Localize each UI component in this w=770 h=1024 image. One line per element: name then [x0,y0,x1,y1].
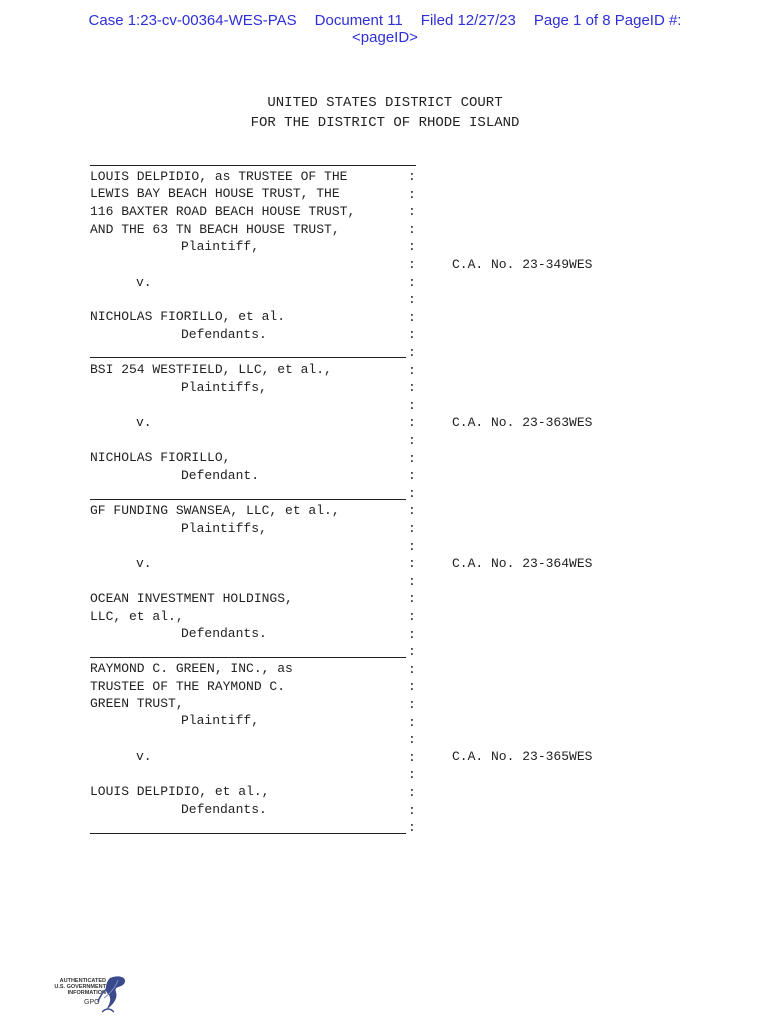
eagle-icon [40,972,132,1018]
case3-plaintiff-role: Plaintiffs, [181,521,267,536]
caption-colon: : [408,310,416,325]
caption-colon: : [408,345,416,360]
caption-colon: : [408,204,416,219]
case2-defendant: NICHOLAS FIORILLO, [90,450,231,465]
caption-colon: : [408,521,416,536]
case1-plaintiff-line1: LOUIS DELPIDIO, as TRUSTEE OF THE [90,169,348,184]
case3-defendant-role: Defendants. [181,626,267,641]
filing-header-line1 [0,12,770,29]
caption-colon: : [408,539,416,554]
caption-colon: : [408,222,416,237]
case3-defendant-line1: OCEAN INVESTMENT HOLDINGS, [90,591,293,606]
gpo-logo-line3: INFORMATION [67,990,106,996]
caption-colon: : [408,767,416,782]
caption-colon: : [408,380,416,395]
case3-versus: v. [136,556,152,571]
caption-colon: : [408,662,416,677]
caption-rule-3 [90,657,406,658]
caption-colon: : [408,486,416,501]
case4-ca-number: C.A. No. 23-365WES [452,749,593,764]
case2-versus: v. [136,415,152,430]
case1-versus: v. [136,275,152,290]
caption-colon: : [408,239,416,254]
caption-colon: : [408,715,416,730]
caption-colon: : [408,398,416,413]
caption-colon: : [408,591,416,606]
caption-colon: : [408,169,416,184]
caption-colon: : [408,644,416,659]
case1-plaintiff-line3: 116 BAXTER ROAD BEACH HOUSE TRUST, [90,204,356,219]
case4-plaintiff-role: Plaintiff, [181,713,260,728]
case1-plaintiff-role: Plaintiff, [181,239,260,254]
filed-date: Filed 12/27/23 [420,12,516,29]
case1-plaintiff-line4: AND THE 63 TN BEACH HOUSE TRUST, [90,222,340,237]
case3-defendant-line2: LLC, et al., [90,609,184,624]
case3-ca-number: C.A. No. 23-364WES [452,556,593,571]
gpo-authentication-logo [40,972,132,1018]
case4-versus: v. [136,749,152,764]
caption-colon: : [408,697,416,712]
case4-defendant-role: Defendants. [181,802,267,817]
case4-plaintiff-line1: RAYMOND C. GREEN, INC., as [90,661,293,676]
caption-colon: : [408,732,416,747]
caption-colon: : [408,750,416,765]
caption-rule-1 [90,357,406,358]
document-number: Document 11 [314,12,403,29]
caption-rule-2 [90,499,406,500]
caption-colon: : [408,327,416,342]
gpo-logo-label: GPO [84,999,100,1006]
case1-defendant: NICHOLAS FIORILLO, et al. [90,309,286,324]
caption-colon: : [408,556,416,571]
gpo-logo-line1: AUTHENTICATED [59,978,106,984]
case3-plaintiff: GF FUNDING SWANSEA, LLC, et al., [90,503,340,518]
caption-colon: : [408,292,416,307]
court-name: UNITED STATES DISTRICT COURT [267,95,503,111]
caption-colon: : [408,627,416,642]
caption-rule-bottom [90,833,406,834]
caption-colon: : [408,468,416,483]
caption-colon: : [408,574,416,589]
court-title [0,93,770,133]
case2-plaintiff-role: Plaintiffs, [181,380,267,395]
case2-plaintiff: BSI 254 WESTFIELD, LLC, et al., [90,362,332,377]
caption-colon: : [408,503,416,518]
caption-colon: : [408,609,416,624]
case1-defendant-role: Defendants. [181,327,267,342]
caption-colon: : [408,451,416,466]
case-number: Case 1:23-cv-00364-WES-PAS [88,12,297,29]
case4-plaintiff-line3: GREEN TRUST, [90,696,184,711]
caption-colon: : [408,187,416,202]
case1-plaintiff-line2: LEWIS BAY BEACH HOUSE TRUST, THE [90,186,340,201]
case2-ca-number: C.A. No. 23-363WES [452,415,593,430]
caption-colon: : [408,415,416,430]
page-info: Page 1 of 8 PageID #: [533,12,682,29]
case2-defendant-role: Defendant. [181,468,260,483]
caption-colon: : [408,257,416,272]
caption-colon: : [408,820,416,835]
case4-defendant: LOUIS DELPIDIO, et al., [90,784,270,799]
caption-colon: : [408,679,416,694]
case1-ca-number: C.A. No. 23-349WES [452,257,593,272]
caption-colon: : [408,363,416,378]
case4-plaintiff-line2: TRUSTEE OF THE RAYMOND C. [90,679,286,694]
caption-rule-top [90,165,416,166]
caption-colon: : [408,785,416,800]
filing-header [0,12,770,46]
caption-colon: : [408,275,416,290]
caption-colon: : [408,433,416,448]
court-district: FOR THE DISTRICT OF RHODE ISLAND [250,115,520,131]
gpo-logo-line2: U.S. GOVERNMENT [54,984,106,990]
page-id: <pageID> [352,29,418,46]
caption-colon: : [408,803,416,818]
